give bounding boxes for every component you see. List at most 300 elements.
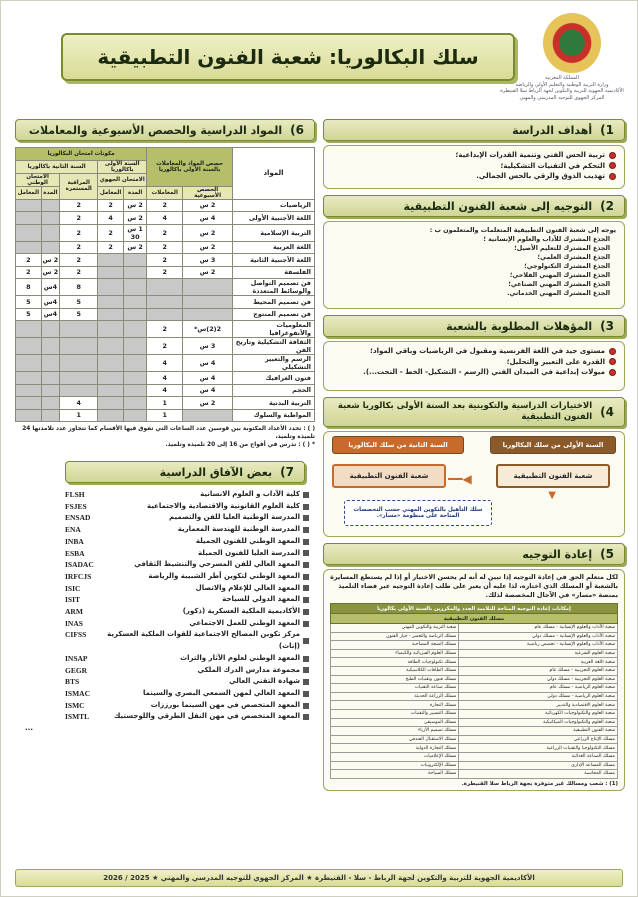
choices-panel (323, 431, 625, 537)
section-heading: بعض الآفاق الدراسية (159, 465, 273, 479)
national-coef (16, 384, 42, 397)
hours-header: الحصص الأسبوعية (183, 186, 233, 199)
bullet-icon (303, 550, 309, 556)
reorientation-row (331, 770, 618, 779)
coefficient: 2 (147, 199, 183, 212)
coefficient: 2 (147, 266, 183, 279)
subject-name: المواظبة والسلوك (233, 409, 315, 422)
national-duration (41, 397, 60, 410)
regional-duration (123, 338, 146, 355)
national-duration (41, 224, 60, 241)
horizon-abbr: ESBA (65, 548, 85, 558)
weekly-hours: 4 س (183, 372, 233, 385)
reorientation-table-sub: مسلك الفنون التطبيقية (331, 614, 618, 624)
horizon-label: المعهد الدولي للسياحة (222, 595, 300, 604)
horizon-label: المدرسة الوطنية للهندسة المعمارية (177, 525, 300, 534)
reorientation-cell: شعبة العلوم الرياضية - مسلك دولي (459, 692, 618, 701)
weekly-hours: 2 س (183, 397, 233, 410)
subjects-table (15, 147, 315, 422)
reorientation-cell: مسلك المحاسبة (459, 770, 618, 779)
horizon-item (25, 501, 309, 513)
reorientation-cell: مسلك المساعد الإداري (459, 761, 618, 770)
horizon-item (25, 688, 309, 700)
bullet-icon (303, 515, 309, 521)
reorientation-cell: مسلك فنون وتقنيات الطبخ (331, 675, 459, 684)
reorientation-cell: مسلك الإلكترونيات (331, 761, 459, 770)
reorientation-cell: مسلك الصناعة الغذائية (459, 752, 618, 761)
continuous-coef (60, 355, 98, 372)
reorientation-table (330, 603, 618, 779)
horizon-abbr: CIFSS (65, 630, 87, 640)
coefficient: 4 (147, 212, 183, 225)
coefficient: 4 (147, 372, 183, 385)
duration-header: المدة (41, 186, 60, 199)
horizon-abbr: ISMC (65, 700, 85, 710)
horizon-item (25, 676, 309, 688)
reorientation-row (331, 658, 618, 667)
national-coef (16, 241, 42, 254)
bullet-icon (303, 574, 309, 580)
regional-coef (98, 296, 124, 309)
reorientation-cell: مسلك الإعلاميات (331, 752, 459, 761)
regional-duration: 2 س (123, 212, 146, 225)
weekly-hours: 2(2)س* (183, 321, 233, 338)
coef-header: المعاملات (147, 186, 183, 199)
bullet-icon (609, 348, 616, 355)
goal-text: تربية الحس الفني وتنمية القدرات الإبداعية؛ (455, 151, 605, 159)
down-arrow-icon: ▼ (548, 490, 556, 501)
weekly-hours: 3 س (183, 254, 233, 267)
national-duration: 4س (41, 308, 60, 321)
section-number: 5) (600, 547, 614, 561)
weekly-hours: 2 س (183, 266, 233, 279)
ministry-line: الأكاديمية الجهوية للتربية والتكوين لجهة الرباط سلا القنيطرة (500, 88, 624, 94)
horizon-label: المعهد العالي للإعلام والاتصال (195, 583, 300, 592)
bullet-icon (609, 358, 616, 365)
national-coef: 2 (16, 266, 42, 279)
goal-item (332, 150, 616, 161)
horizon-label: مركز تكوين المصالح الاجتماعية للقوات الملكية العسكرية (إناث) (107, 630, 300, 651)
subject-row (16, 321, 315, 338)
weekly-hours: 3 س (183, 338, 233, 355)
horizon-abbr: ISIT (65, 595, 81, 605)
qualification-text: القدرة على التعبير والتحليل؛ (506, 357, 605, 366)
reorientation-row (331, 761, 618, 770)
regional-duration (123, 254, 146, 267)
goals-list (332, 150, 616, 182)
national-coef (16, 397, 42, 410)
regional-coef (98, 321, 124, 338)
orientation-item: الجذع المشترك المهني الصناعي؛ (508, 281, 610, 288)
note: ( ) : تحدد الأعداد المكتوبة بين قوسين عدد الساعات التي تفوق فيها الأقسام كما تتجاوز عدد تلامذتها 24 تلميذة وتلميذ، (22, 426, 315, 440)
weekly-hours (183, 409, 233, 422)
horizon-label: المعهد العالي للفن المسرحي والتنشيط الثقافي (134, 560, 300, 569)
horizons-list (15, 487, 315, 735)
horizon-abbr: IRFCJS (65, 571, 92, 581)
subject-name: فنون الغرافيك (233, 372, 315, 385)
regional-coef (98, 266, 124, 279)
continuous-coef: 2 (60, 199, 98, 212)
continuous-header: المراقبة المستمرة (60, 173, 98, 199)
footer: الأكاديمية الجهوية للتربية والتكوين لجهة الرباط - سلا - القنيطرة ★ المركز الجهوي للتوجيه المدرسي والمهني ★ 2025 / 2026 (15, 869, 623, 887)
horizon-abbr: INBA (65, 536, 84, 546)
national-coef: 8 (16, 279, 42, 296)
reorientation-cell: مسلك صناعة التقنيات (331, 684, 459, 693)
reorientation-cell: مسلك تصميم الأزياء (331, 727, 459, 736)
section-1-title (323, 119, 625, 141)
reorientation-row (331, 701, 618, 710)
bullet-icon (303, 492, 309, 498)
bullet-icon (303, 621, 309, 627)
section-number: 2) (600, 199, 614, 213)
horizon-abbr: ISMTL (65, 712, 90, 722)
year1-header: السنة الأولى باكالوريا (98, 160, 147, 173)
national-duration (41, 338, 60, 355)
reorientation-cell: شعبة العلوم والتكنولوجيات الميكانيكية (459, 718, 618, 727)
reorientation-row (331, 718, 618, 727)
coefficient: 1 (147, 409, 183, 422)
reorientation-row (331, 752, 618, 761)
regional-coef (98, 355, 124, 372)
subject-row (16, 338, 315, 355)
weekly-hours (183, 279, 233, 296)
reorientation-cell: مسلك الاستقبال الفندقي (331, 735, 459, 744)
national-duration: 4س (41, 279, 60, 296)
goal-text: تهذيب الذوق والرقي بالحس الجمالي. (476, 172, 605, 180)
horizon-label: المعهد الوطني لتكوين أطر الشبيبة والرياضة (148, 571, 300, 580)
horizon-label: شهادة التقني العالي (229, 677, 300, 686)
qualification-text: ميولات إبداعية في الميدان الفني (الرسم - التشكيل- الخط - النحت...). (363, 368, 605, 376)
coef-header: المعامل (98, 186, 124, 199)
weekly-hours: 2 س (183, 199, 233, 212)
reorientation-cell: مسلك الرياضة والتعمير - خيار الفنون (331, 632, 459, 641)
subject-name: الحجم (233, 384, 315, 397)
bullet-icon (609, 173, 616, 180)
reorientation-cell: شعبة التربية والتكوين المهني (331, 624, 459, 633)
orientation-item: الجذع المشترك التكنولوجي؛ (524, 263, 610, 270)
horizon-item (25, 489, 309, 501)
section-2-title (323, 195, 625, 217)
weekly-hours: 4 س (183, 384, 233, 397)
regional-coef (98, 397, 124, 410)
bullet-icon (303, 667, 309, 673)
horizon-label: مجموعة مدارس الدرك الملكي (197, 665, 300, 674)
horizon-label: الأكاديمية الملكية العسكرية (ذكور) (182, 607, 300, 616)
reorientation-cell: مسلك الموسيقى (331, 718, 459, 727)
note: * ( ) : تدرس في أفواج من 16 إلى 20 تلميذة وتلميذ. (165, 442, 315, 448)
national-coef: 5 (16, 296, 42, 309)
bullet-icon (303, 504, 309, 510)
continuous-coef: 2 (60, 266, 98, 279)
coefficient: 2 (147, 254, 183, 267)
reorientation-cell: شعبة الآداب والعلوم الإنسانية - مسلك دولي (459, 632, 618, 641)
orientation-list (332, 235, 616, 298)
subject-name: فن تصميم المحيط (233, 296, 315, 309)
continuous-coef (60, 321, 98, 338)
branch-year1-box: شعبة الفنون التطبيقية (496, 464, 610, 488)
regional-header: الامتحان الجهوي (98, 173, 147, 186)
section-heading: الاختيارات الدراسية والتكوينية بعد السنة الأولى بكالوريا شعبة الفنون التطبيقية (337, 401, 593, 422)
horizon-item (25, 606, 309, 618)
horizon-item (25, 653, 309, 665)
reorientation-row (331, 649, 618, 658)
branch-year2-box: شعبة الفنون التطبيقية (332, 464, 446, 488)
horizon-item (25, 571, 309, 583)
horizon-abbr: FLSH (65, 490, 85, 499)
continuous-coef: 2 (60, 241, 98, 254)
subject-name: اللغة الأجنبية الأولى (233, 212, 315, 225)
national-header: الامتحان الوطني (16, 173, 60, 186)
duration-header: المدة (123, 186, 146, 199)
horizon-abbr: ARM (65, 607, 83, 617)
section-5-title (323, 543, 625, 565)
reorientation-cell: مسلك العلوم الفيزيائية والكيمياء (331, 649, 459, 658)
vocational-box: سلك التأهيل بالتكوين المهني حسب التخصصات المتاحة على منظومة «مسار». (344, 500, 492, 526)
continuous-coef: 2 (60, 224, 98, 241)
subjects-table-wrap (15, 147, 315, 449)
ministry-line: المركز الجهوي للتوجيه المدرسي والمهني (519, 94, 605, 101)
national-coef (16, 212, 42, 225)
national-duration: 4س (41, 296, 60, 309)
subject-name: الرياضيات (233, 199, 315, 212)
reorientation-row (331, 641, 618, 650)
subjects-body (16, 199, 315, 422)
national-coef: 5 (16, 308, 42, 321)
national-duration (41, 212, 60, 225)
reorientation-panel (323, 569, 625, 791)
national-coef (16, 199, 42, 212)
horizon-abbr: ENA (65, 525, 81, 535)
reorientation-cell: شعبة اللغة العربية (459, 658, 618, 667)
horizon-item (25, 618, 309, 630)
national-duration (41, 355, 60, 372)
horizon-item (25, 512, 309, 524)
subject-name: التربية البدنية (233, 397, 315, 410)
bullet-icon (303, 609, 309, 615)
bullet-icon (303, 656, 309, 662)
goals-panel (323, 145, 625, 189)
subject-row (16, 384, 315, 397)
orientation-intro: يوجه إلى شعبة الفنون التطبيقية المتعلمات والمتعلمون ب : (429, 226, 616, 234)
qualification-item (332, 357, 616, 368)
bullet-icon (609, 152, 616, 159)
reorientation-row (331, 675, 618, 684)
horizon-abbr: GEGR (65, 665, 88, 675)
reorientation-cell: شعبة العلوم والتكنولوجيات الكهربائية (459, 709, 618, 718)
reorientation-row (331, 727, 618, 736)
subject-row (16, 372, 315, 385)
national-duration (41, 241, 60, 254)
regional-duration: 1 س 30 (123, 224, 146, 241)
regional-duration (123, 384, 146, 397)
coefficient (147, 279, 183, 296)
horizon-abbr: ISADAC (65, 560, 94, 570)
horizon-item (25, 524, 309, 536)
reorientation-cell: شعبة العلوم التجريبية - مسلك عام (459, 666, 618, 675)
bullet-icon (303, 527, 309, 533)
section-4-title (323, 397, 625, 427)
continuous-coef: 5 (60, 296, 98, 309)
horizon-item (25, 665, 309, 677)
goal-text: التحكم في التقنيات التشكيلية؛ (500, 161, 605, 170)
regional-coef (98, 308, 124, 321)
hours-group-header: حصص المواد والمعاملات بالسنة الأولى باكالوريا (147, 148, 233, 187)
ministry-line: وزارة التربية الوطنية والتعليم الأولي والرياضة (515, 81, 609, 88)
subject-header: المواد (233, 148, 315, 200)
regional-duration (123, 372, 146, 385)
continuous-coef: 2 (60, 254, 98, 267)
regional-coef: 2 (98, 199, 124, 212)
subjects-notes (15, 425, 315, 449)
section-heading: إعادة التوجيه (522, 547, 593, 561)
national-duration (41, 199, 60, 212)
section-heading: التوجيه إلى شعبة الفنون التطبيقية (403, 199, 593, 213)
section-7-title (65, 461, 305, 483)
regional-coef (98, 409, 124, 422)
national-duration: 2 س (41, 254, 60, 267)
national-coef (16, 224, 42, 241)
reorientation-row (331, 632, 618, 641)
horizon-abbr: INSAP (65, 653, 88, 663)
subject-row (16, 397, 315, 410)
subject-row (16, 308, 315, 321)
horizon-abbr: ISMAC (65, 688, 91, 698)
header (9, 9, 631, 109)
subject-name: المعلوميات والأنفوغرافيا (233, 321, 315, 338)
bullet-icon (303, 703, 309, 709)
bullet-icon (609, 369, 616, 376)
horizon-label: المعهد الوطني للعمل الاجتماعي (189, 618, 300, 627)
horizon-label: المدرسة العليا للفنون الجميلة (197, 548, 300, 557)
reorientation-cell: مسلك النجارة (331, 701, 459, 710)
national-coef (16, 409, 42, 422)
bullet-icon (303, 585, 309, 591)
subject-row (16, 224, 315, 241)
reorientation-row (331, 666, 618, 675)
arrow-icon: ◀━━ (448, 472, 472, 486)
reorientation-cell: مسلك الصحة المصاحبة (331, 641, 459, 650)
coef-header: المعامل (16, 186, 42, 199)
weekly-hours: 2 س (183, 241, 233, 254)
section-number: 4) (600, 404, 614, 419)
coefficient (147, 296, 183, 309)
year2-header: السنة الثانية باكالوريا (16, 160, 98, 173)
reorientation-table-title: إمكانات إعادة التوجيه المتاحة للتلاميذ الجدد والمكررين بالسنة الأولى بكالوريا (331, 604, 618, 614)
section-number: 6) (290, 123, 304, 137)
horizon-item (25, 700, 309, 712)
left-column (15, 119, 315, 735)
continuous-coef (60, 372, 98, 385)
national-duration (41, 384, 60, 397)
reorientation-cell: مسلك التجارة الدولية (331, 744, 459, 753)
regional-coef: 4 (98, 212, 124, 225)
orientation-panel (323, 221, 625, 309)
coefficient: 2 (147, 321, 183, 338)
subject-row (16, 409, 315, 422)
bullet-icon (303, 539, 309, 545)
regional-coef (98, 338, 124, 355)
continuous-coef: 4 (60, 397, 98, 410)
goal-item (332, 171, 616, 182)
horizon-item (25, 548, 309, 560)
coefficient (147, 308, 183, 321)
subject-row (16, 355, 315, 372)
regional-coef (98, 254, 124, 267)
continuous-coef (60, 384, 98, 397)
weekly-hours (183, 296, 233, 309)
regional-coef (98, 372, 124, 385)
bullet-icon (609, 162, 616, 169)
exam-group-header: مكونات امتحان البكالوريا (16, 148, 147, 161)
reorientation-cell: شعبة العلوم الرياضية - مسلك عام (459, 684, 618, 693)
reorientation-cell: مسلك التكنولوجيا والتقنيات الزراعية (459, 744, 618, 753)
coefficient: 1 (147, 397, 183, 410)
reorientation-row (331, 684, 618, 693)
horizon-item (25, 583, 309, 595)
subject-row (16, 266, 315, 279)
reorientation-cell: مسلك تكنولوجيات الطاقة (331, 658, 459, 667)
orientation-item: الجذع المشترك للتعليم الأصيل؛ (514, 245, 610, 252)
subject-name: اللغة الأجنبية الثانية (233, 254, 315, 267)
section-number: 3) (600, 319, 614, 333)
weekly-hours: 2 س (183, 224, 233, 241)
subject-name: فن تصميم المنتوج (233, 308, 315, 321)
reorientation-cell: مسلك السياحة (331, 770, 459, 779)
national-duration (41, 372, 60, 385)
national-coef (16, 372, 42, 385)
orientation-item: الجذع المشترك العلمي؛ (537, 254, 610, 261)
subject-name: التربية الإسلامية (233, 224, 315, 241)
reorientation-cell: شعبة الآداب والعلوم الإنسانية - مسلك عام (459, 624, 618, 633)
page-title: سلك البكالوريا: شعبة الفنون التطبيقية (61, 33, 515, 81)
horizon-label: المعهد الوطني للفنون الجميلة (195, 536, 300, 545)
continuous-coef: 1 (60, 409, 98, 422)
weekly-hours: 4 س (183, 355, 233, 372)
qualification-item (332, 367, 616, 378)
bullet-icon (303, 691, 309, 697)
horizon-abbr: INAS (65, 618, 83, 628)
subject-name: الرسم والتعبير التشكيلي (233, 355, 315, 372)
subject-name: فن تصميم التواصل والوسائط المتعددة (233, 279, 315, 296)
coefficient: 4 (147, 355, 183, 372)
reorientation-cell: مسلك التسيير والتقنيات (331, 709, 459, 718)
regional-duration (123, 308, 146, 321)
subject-name: الفلسفة (233, 266, 315, 279)
reorientation-row (331, 735, 618, 744)
national-duration: 2 س (41, 266, 60, 279)
subject-row (16, 199, 315, 212)
horizon-item (25, 536, 309, 548)
subject-row (16, 254, 315, 267)
regional-duration (123, 266, 146, 279)
coefficient: 2 (147, 241, 183, 254)
national-coef (16, 321, 42, 338)
kingdom-emblem-icon (543, 13, 601, 73)
ellipsis: ... (25, 724, 33, 733)
ministry-block (497, 75, 627, 101)
qualifications-list (332, 346, 616, 378)
qualification-item (332, 346, 616, 357)
horizon-label: المعهد الوطني لعلوم الآثار والتراث (180, 653, 300, 662)
subject-row (16, 279, 315, 296)
bullet-icon (303, 679, 309, 685)
section-6-title (15, 119, 315, 141)
reorientation-cell: شعبة العلوم الشرعية (459, 649, 618, 658)
horizon-item (25, 594, 309, 606)
regional-duration (123, 279, 146, 296)
reorientation-cell: مسلك الطاقات الكلاسيكية (331, 666, 459, 675)
bullet-icon (303, 638, 309, 644)
